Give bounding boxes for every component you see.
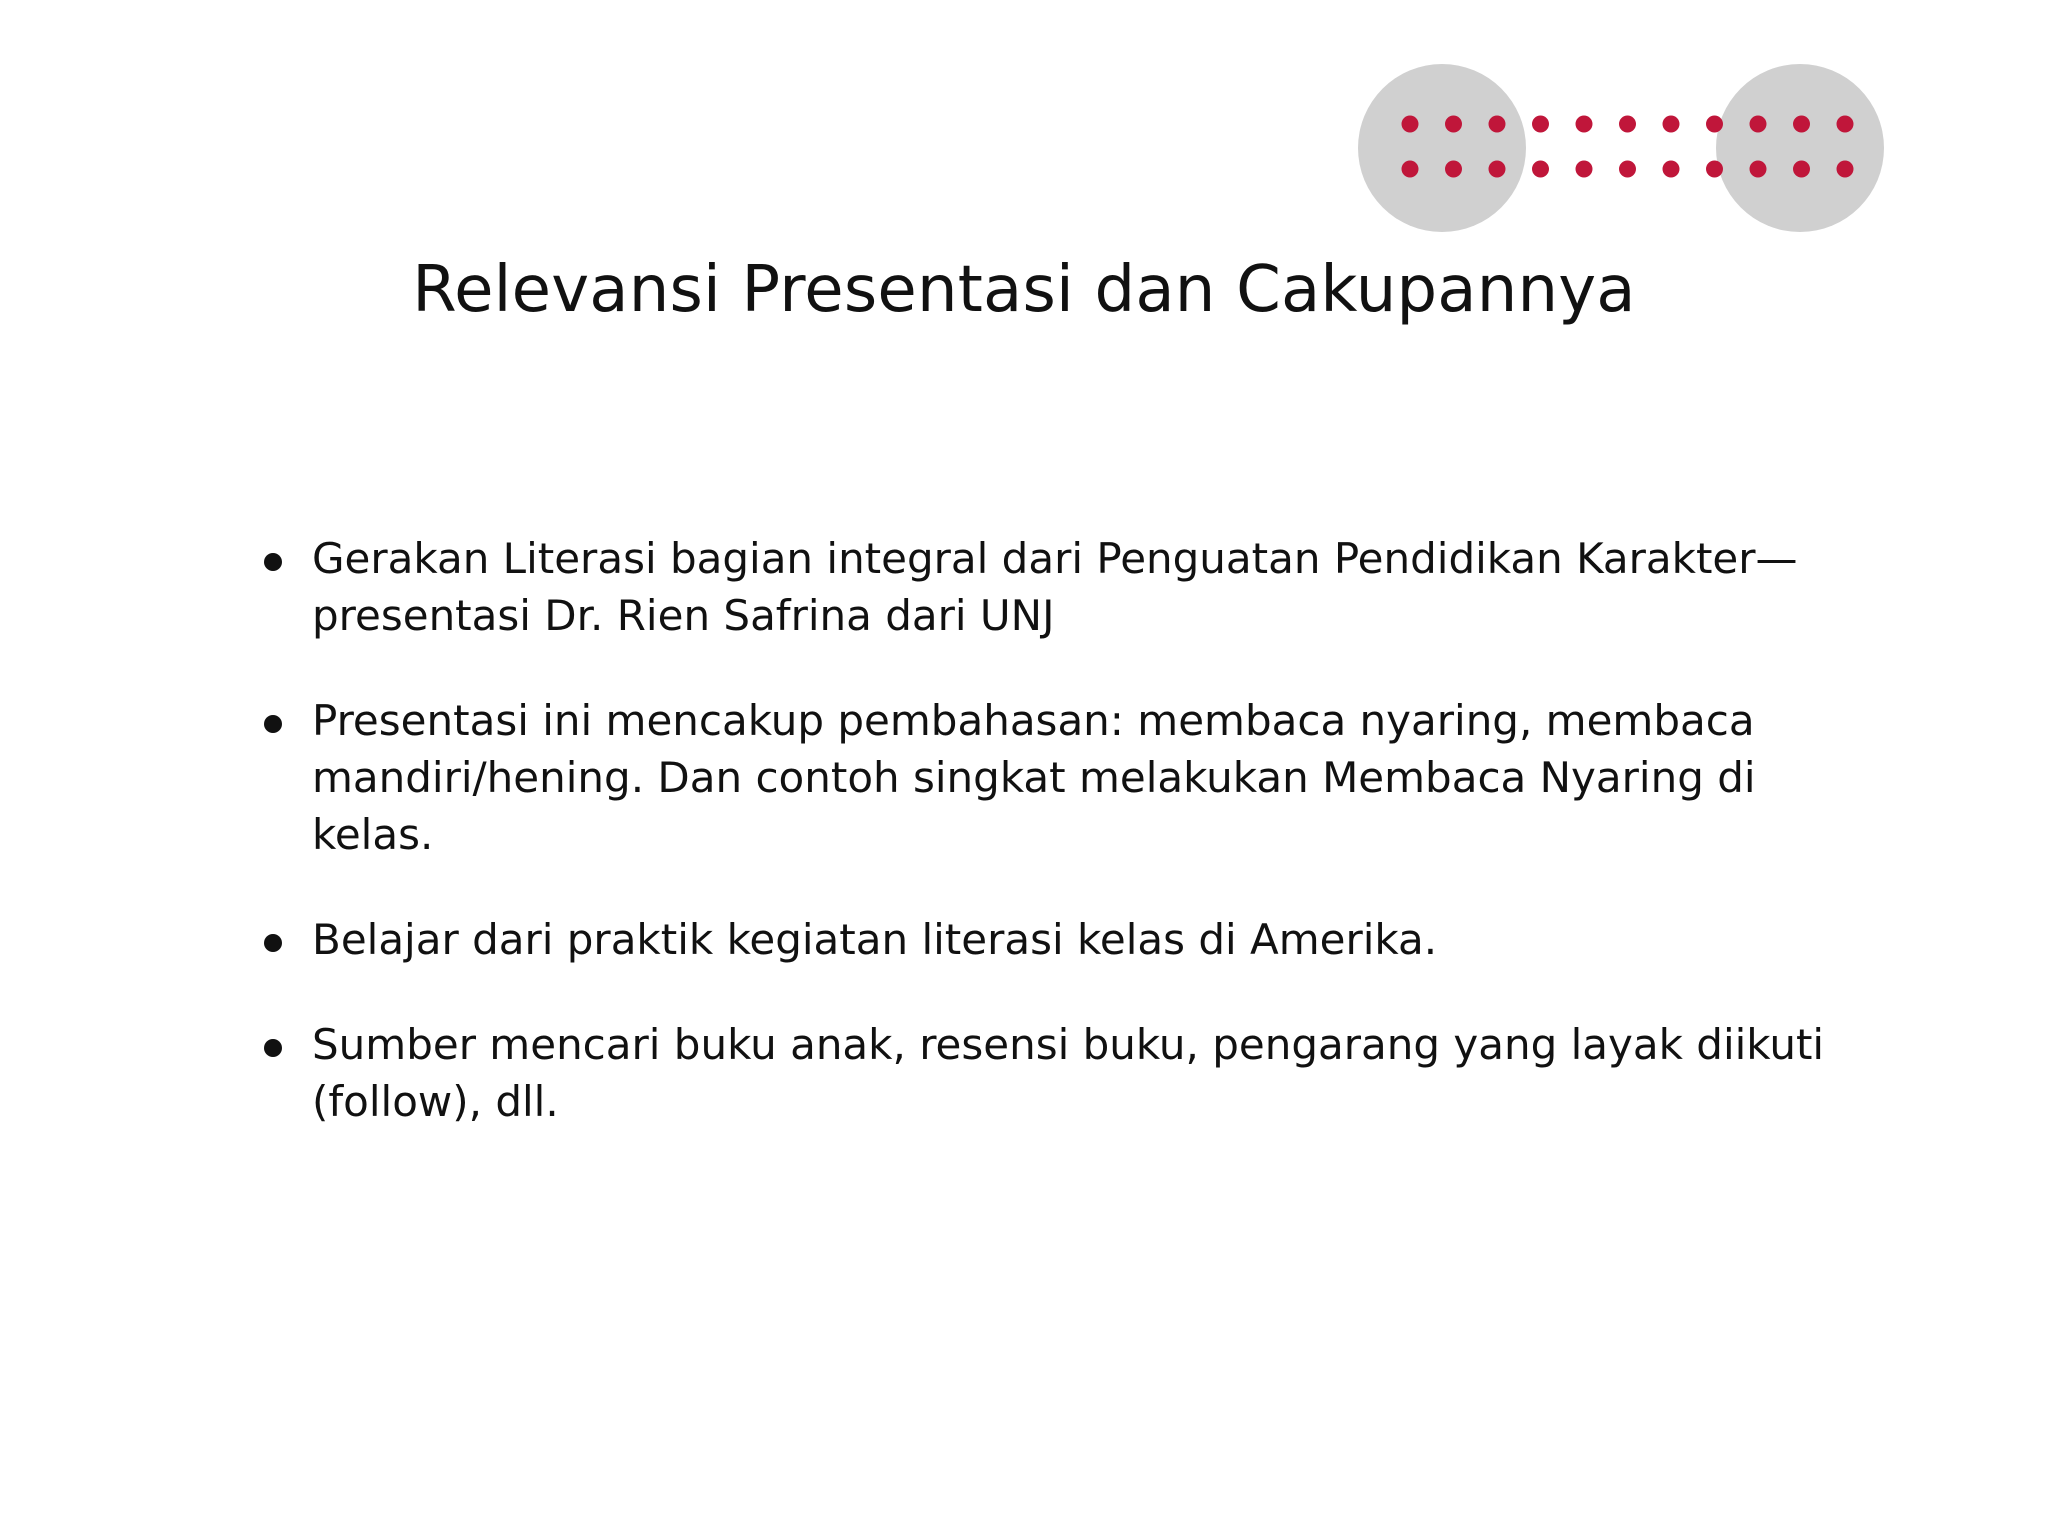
decor-dot — [1576, 161, 1593, 178]
decorative-dots-graphic — [0, 0, 2048, 260]
decor-dot — [1402, 116, 1419, 133]
decor-dot — [1750, 161, 1767, 178]
bullet-marker — [264, 553, 282, 571]
decor-dot — [1837, 116, 1854, 133]
bullet-text: Belajar dari praktik kegiatan literasi kelas di Amerika. — [312, 915, 1438, 964]
bullet-item-2 — [258, 692, 1878, 863]
decor-dot — [1837, 161, 1854, 178]
decor-dot — [1576, 116, 1593, 133]
bullet-text: Gerakan Literasi bagian integral dari Penguatan Pendidikan Karakter—presentasi Dr. Rien Safrina dari UNJ — [312, 534, 1798, 640]
decor-circle-left — [1358, 64, 1526, 232]
decor-dot — [1445, 116, 1462, 133]
decor-dot — [1445, 161, 1462, 178]
bullet-marker — [264, 1039, 282, 1057]
bullet-item-1 — [258, 530, 1878, 644]
bullet-item-3 — [258, 911, 1878, 968]
bullet-list — [258, 530, 1878, 1178]
decor-circle-right — [1716, 64, 1884, 232]
bullet-marker — [264, 934, 282, 952]
decor-dot — [1750, 116, 1767, 133]
decor-dot — [1532, 116, 1549, 133]
decor-dot — [1489, 161, 1506, 178]
bullet-item-4 — [258, 1016, 1878, 1130]
decor-dot — [1793, 116, 1810, 133]
decor-dot — [1619, 161, 1636, 178]
slide-title: Relevansi Presentasi dan Cakupannya — [412, 253, 1636, 327]
decor-dot — [1532, 161, 1549, 178]
decor-dot — [1619, 116, 1636, 133]
decor-dot — [1663, 161, 1680, 178]
bullet-text: Sumber mencari buku anak, resensi buku, pengarang yang layak diikuti (follow), dll. — [312, 1020, 1825, 1126]
decor-dot — [1793, 161, 1810, 178]
decor-dot — [1402, 161, 1419, 178]
decor-dot — [1706, 161, 1723, 178]
decor-dot — [1489, 116, 1506, 133]
bullet-marker — [264, 715, 282, 733]
decor-dot — [1706, 116, 1723, 133]
bullet-text: Presentasi ini mencakup pembahasan: membaca nyaring, membaca mandiri/hening. Dan contoh singkat melakukan Membaca Nyaring di kelas. — [312, 696, 1756, 859]
decor-dot — [1663, 116, 1680, 133]
